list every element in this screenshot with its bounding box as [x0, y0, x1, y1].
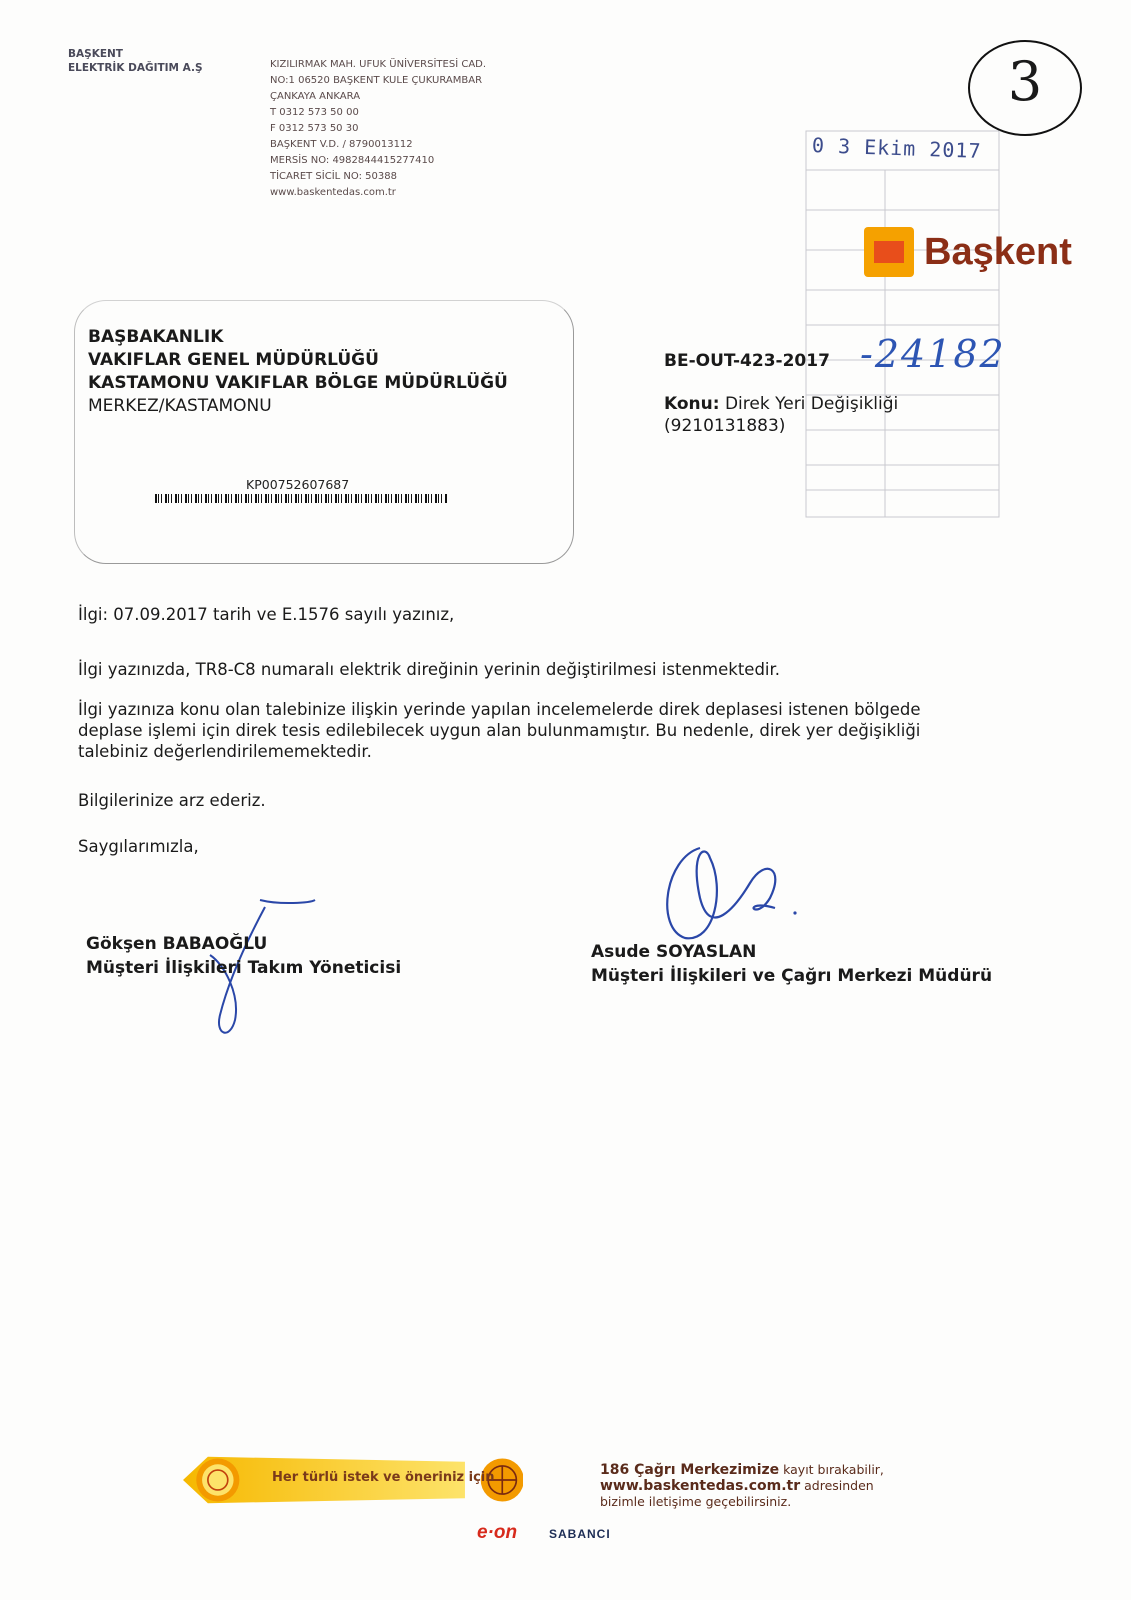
left-signatory [86, 932, 401, 980]
footer-contact-info [600, 1462, 884, 1510]
address-line: KIZILIRMAK MAH. UFUK ÜNİVERSİTESİ CAD. [270, 59, 487, 70]
company-address [270, 57, 486, 201]
sabanci-logo: SABANCI [549, 1527, 611, 1541]
left-signatory-name: Gökşen BABAOĞLU [86, 934, 268, 954]
logo-square-icon [864, 227, 914, 277]
reference-code: BE-OUT-423-2017 [664, 351, 830, 371]
subject-block [664, 393, 898, 437]
paragraph-2 [78, 699, 921, 762]
fax-line: F 0312 573 50 30 [270, 123, 359, 134]
barcode-number: KP00752607687 [246, 477, 350, 492]
subject-number: (9210131883) [664, 416, 786, 436]
ilgi-line: İlgi: 07.09.2017 tarih ve E.1576 sayılı yazınız, [78, 605, 455, 624]
stamp-date: 0 3 Ekim 2017 [811, 133, 982, 163]
recipient-line1: BAŞBAKANLIK [88, 327, 224, 347]
tax-line: BAŞKENT V.D. / 8790013112 [270, 139, 413, 150]
circled-page-number [968, 40, 1082, 136]
handwritten-reference-number: -24182 [860, 332, 1006, 376]
phone-line: T 0312 573 50 00 [270, 107, 359, 118]
circled-number-text: 3 [1007, 50, 1043, 113]
eon-logo: e·on [477, 1522, 518, 1543]
logo-text: Başkent [924, 231, 1072, 273]
subject-text: Direk Yeri Değişikliği [724, 394, 899, 414]
footer-line1-rest: kayıt bırakabilir, [779, 1462, 884, 1477]
receipt-stamp [805, 130, 1000, 520]
recipient-line3: KASTAMONU VAKIFLAR BÖLGE MÜDÜRLÜĞÜ [88, 373, 508, 393]
right-signatory-title: Müşteri İlişkileri ve Çağrı Merkezi Müdürü [591, 966, 993, 986]
right-signatory [591, 940, 992, 988]
recipient-line4: MERKEZ/KASTAMONU [88, 396, 272, 416]
left-signatory-title: Müşteri İlişkileri Takım Yöneticisi [86, 958, 402, 978]
address-line: ÇANKAYA ANKARA [270, 91, 361, 102]
company-name [68, 47, 203, 75]
footer-banner-text: Her türlü istek ve öneriniz için [272, 1470, 495, 1485]
barcode-icon [155, 494, 455, 506]
paragraph-2-line: deplase işlemi için direk tesis edilebilecek uygun alan bulunmamıştır. Bu nedenle, direk yer değişikliği [78, 721, 921, 740]
subject-label: Konu: [664, 394, 720, 414]
company-name-line1: BAŞKENT [68, 48, 123, 60]
closing-line-1: Bilgilerinize arz ederiz. [78, 791, 266, 810]
footer-line3: bizimle iletişime geçebilirsiniz. [600, 1494, 792, 1509]
paragraph-2-line: İlgi yazınıza konu olan talebinize ilişkin yerinde yapılan incelemelerde direk deplasesi istenen bölgede [78, 700, 921, 719]
right-signatory-name: Asude SOYASLAN [591, 942, 757, 962]
mersis-line: MERSİS NO: 4982844415277410 [270, 155, 435, 166]
company-name-line2: ELEKTRİK DAĞITIM A.Ş [68, 62, 203, 74]
address-line: NO:1 06520 BAŞKENT KULE ÇUKURAMBAR [270, 75, 483, 86]
closing-line-2: Saygılarımızla, [78, 837, 199, 856]
footer-call-center: 186 Çağrı Merkezimize [600, 1462, 780, 1478]
website-line: www.baskentedas.com.tr [270, 187, 396, 198]
footer-website: www.baskentedas.com.tr [600, 1478, 801, 1494]
recipient-line2: VAKIFLAR GENEL MÜDÜRLÜĞÜ [88, 350, 379, 370]
recipient-block [88, 326, 508, 418]
paragraph-1: İlgi yazınızda, TR8-C8 numaralı elektrik direğinin yerinin değiştirilmesi istenmektedir. [78, 660, 781, 679]
footer-line2-rest: adresinden [800, 1478, 874, 1493]
right-signature-scribble [655, 838, 805, 948]
logo-inner-square [874, 241, 904, 263]
paragraph-2-line: talebiniz değerlendirilememektedir. [78, 742, 372, 761]
trade-registry-line: TİCARET SİCİL NO: 50388 [270, 171, 397, 182]
